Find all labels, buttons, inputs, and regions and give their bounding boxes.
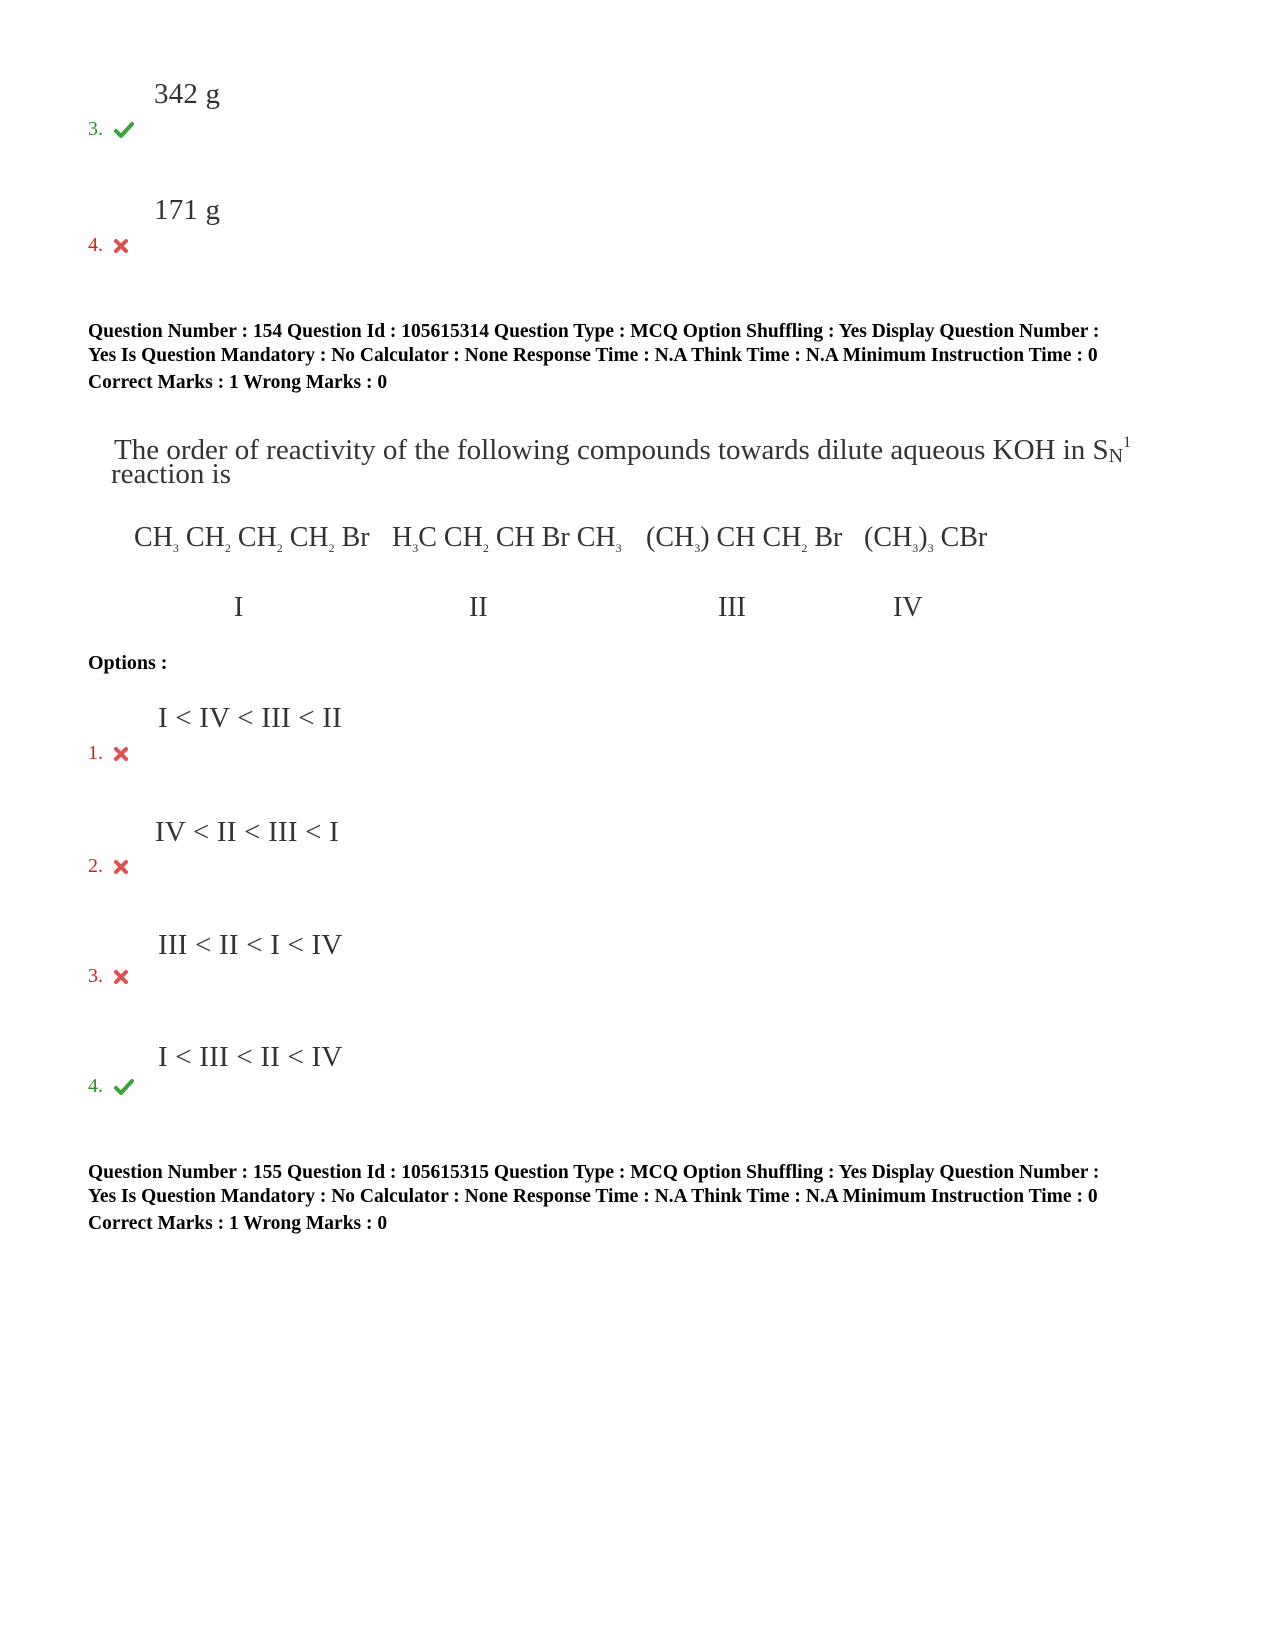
option-value: III < II < I < IV — [158, 929, 343, 961]
compound-formula-I: $CH_3$ $CH_2$ $CH_2$ $CH_2$ Br — [134, 522, 370, 555]
compound-label: III — [718, 592, 746, 623]
question-text-line: reaction is — [111, 458, 231, 490]
option-number — [88, 855, 128, 878]
check-icon — [114, 122, 134, 138]
question-text-line: The order of reactivity of the following compounds towards dilute aqueous KOH in S — [114, 434, 1109, 466]
subscript: N — [1108, 445, 1124, 467]
option-value: I < IV < III < II — [158, 702, 342, 734]
meta-line: Yes Is Question Mandatory : No Calculator : None Response Time : N.A Think Time : N.A Minimum Instruction Time : 0 — [88, 345, 1098, 366]
meta-line: Question Number : 154 Question Id : 105615314 Question Type : MCQ Option Shuffling : Yes Display Question Number : — [88, 321, 1100, 342]
compound-formula-IV: $(CH_3)_3$ CBr — [864, 522, 988, 555]
compound-label: II — [469, 592, 488, 623]
question-meta — [88, 320, 1099, 395]
cross-icon — [114, 747, 128, 761]
option-number-label: 3. — [88, 118, 103, 140]
cross-icon — [114, 970, 128, 984]
meta-line: Correct Marks : 1 Wrong Marks : 0 — [88, 372, 388, 393]
option-number — [88, 965, 128, 988]
option-value: 171 g — [154, 194, 221, 226]
option-value: I < III < II < IV — [158, 1041, 343, 1073]
compound-label: IV — [893, 592, 923, 623]
meta-line: Yes Is Question Mandatory : No Calculator : None Response Time : N.A Think Time : N.A Minimum Instruction Time : 0 — [88, 1186, 1098, 1207]
option-number — [88, 118, 134, 141]
option-number — [88, 742, 128, 765]
option-number-label: 1. — [88, 742, 103, 764]
option-value: 342 g — [154, 78, 221, 110]
superscript: 1 — [1123, 434, 1132, 451]
option-value: IV < II < III < I — [155, 816, 339, 848]
option-number-label: 2. — [88, 855, 103, 877]
option-number-label: 4. — [88, 1075, 103, 1097]
question-meta — [88, 1161, 1099, 1236]
option-number-label: 4. — [88, 234, 103, 256]
options-label: Options : — [88, 652, 168, 674]
compound-formula-III: $(CH_3)$ CH $CH_2$ Br — [646, 522, 843, 555]
option-number — [88, 1075, 134, 1098]
compound-label: I — [234, 592, 244, 623]
check-icon — [114, 1079, 134, 1095]
meta-line: Correct Marks : 1 Wrong Marks : 0 — [88, 1213, 388, 1234]
option-number-label: 3. — [88, 965, 103, 987]
cross-icon — [114, 239, 128, 253]
compound-formula-II: $H_3C$ $CH_2$ CH Br $CH_3$ — [392, 522, 622, 555]
question-text — [114, 426, 1131, 473]
cross-icon — [114, 860, 128, 874]
meta-line: Question Number : 155 Question Id : 105615315 Question Type : MCQ Option Shuffling : Yes Display Question Number : — [88, 1162, 1100, 1183]
option-number — [88, 234, 128, 257]
